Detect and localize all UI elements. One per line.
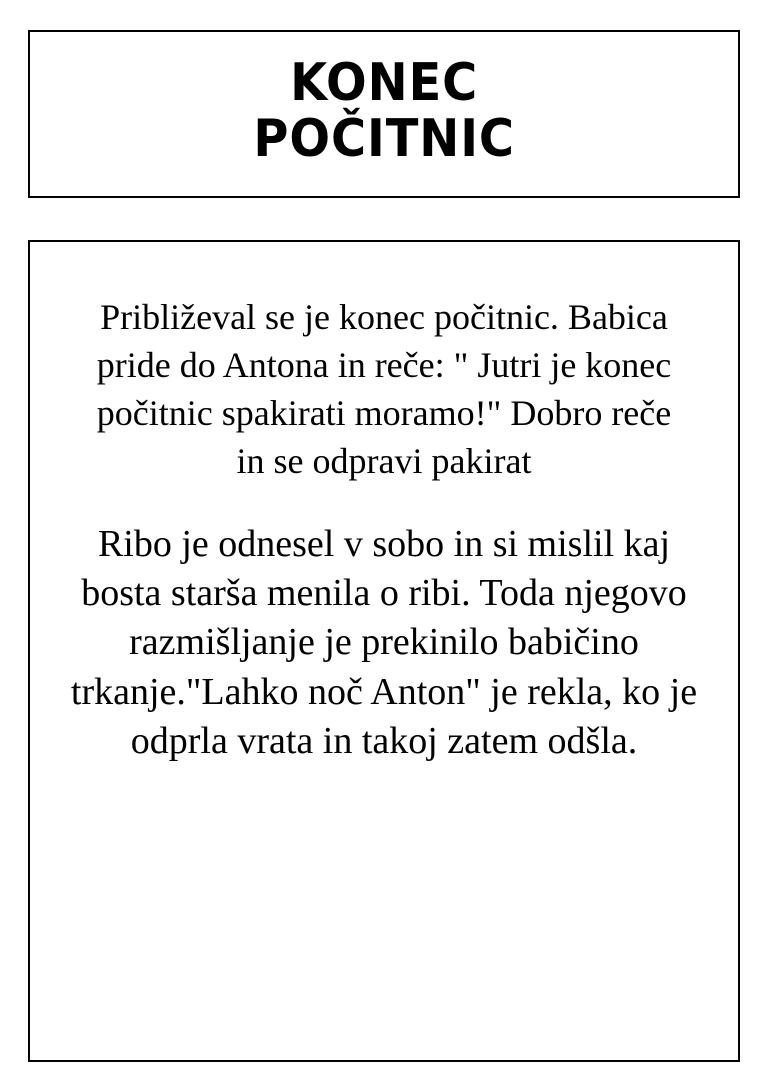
box-separator — [28, 198, 740, 240]
story-paragraph-2: Ribo je odnesel v sobo in si mislil kaj bosta starša menila o ribi. Toda njegovo razmišljanje je prekinilo babičino trkanje."Lahko noč Anton" je rekla, ko je odprla vrata in takoj zatem odšla. — [70, 522, 698, 763]
title-box — [28, 30, 740, 198]
story-body-box — [28, 240, 740, 1062]
story-paragraph-1: Približeval se je konec počitnic. Babica pride do Antona in reče: " Jutri je konec počitnic spakirati moramo!" Dobro reče in se odpravi pakirat — [96, 297, 672, 481]
title-line-2: POČITNIC — [253, 109, 515, 169]
title-line-1: KONEC — [289, 52, 479, 113]
